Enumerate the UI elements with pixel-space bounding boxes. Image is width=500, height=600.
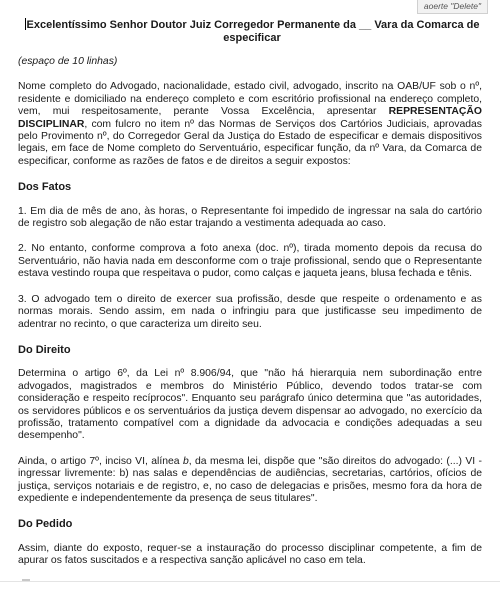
intro-text-c: , com fulcro no item nº das Normas de Serviços dos Cartórios Judiciais, aprovadas pelo Provimento nº, do Corregedor Geral da Justiça do Estado de especificar e demais dispositivos legais, em face de Nome completo do Serventuário, especificar função, da nº Vara, da Comarca de especificar, conforme as razões de fatos e de direitos a seguir expostos: [18, 118, 482, 167]
intro-paragraph [18, 81, 482, 168]
direito-paragraph-1: Determina o artigo 6º, da Lei nº 8.906/94, que "não há hierarquia nem subordinação entre advogados, magistrados e membros do Ministério Público, devendo todos tratar-se com consideração e respeito recíprocos". Enquanto seu parágrafo único determina que "as autoridades, os servidores públicos e os serventuários da justiça devem dispensar ao advogado, no exercício da profissão, tratamento compatível com a dignidade da advocacia e condições adequadas a seu desempenho". [18, 368, 482, 442]
text-cursor [25, 18, 26, 30]
fatos-paragraph-3: 3. O advogado tem o direito de exercer sua profissão, desde que respeite o ordenamento e as normas morais. Sendo assim, em nada o infringiu para que justificasse seu impedimento de adentrar no recinto, o que caracteriza um direito seu. [18, 293, 482, 330]
space-note: (espaço de 10 linhas) [18, 56, 118, 67]
document-body[interactable] [18, 18, 482, 581]
page-bottom-mark [22, 579, 30, 581]
fatos-paragraph-2: 2. No entanto, conforme comprova a foto anexa (doc. nº), tirada momento depois da recusa do Serventuário, não havia nada em desconforme com o traje profissional, sendo que o Representante estava vestindo roupa que respeitava o pudor, como calças e jaqueta jeans, blusa fechada e tênis. [18, 243, 482, 280]
pedido-paragraph-1: Assim, diante do exposto, requer-se a instauração do processo disciplinar competente, a fim de apurar os fatos suscitados e a respectiva sanção aplicável no caso em tela. [18, 542, 482, 567]
direito-text-b: b [182, 455, 189, 467]
direito-paragraph-2 [18, 456, 482, 506]
document-title [18, 18, 482, 45]
fatos-paragraph-1: 1. Em dia de mês de ano, às horas, o Representante foi impedido de ingressar na sala do cartório de registro sob alegação de não estar trajando a vestimenta adequada ao caso. [18, 205, 482, 230]
intro-text-a: Nome completo do Advogado, nacionalidade, estado civil, advogado, inscrito na OAB/UF sob o nº, residente e domiciliado na endereço completo e com escritório profissional na endereço completo, vem, mui respeitosamente, perante Vossa Excelência, apresentar [18, 81, 482, 118]
document-title-text: Excelentíssimo Senhor Doutor Juiz Corregedor Permanente da __ Vara da Comarca de especificar [26, 19, 480, 44]
section-heading-fatos: Dos Fatos [18, 181, 72, 194]
direito-text-a: Ainda, o artigo 7º, inciso VI, alínea [18, 455, 183, 467]
section-heading-direito: Do Direito [18, 343, 71, 356]
direito-text-c: , da mesma lei, dispõe que "são direitos do advogado: (...) VI - ingressar livremente: b) nas salas e dependências de audiências, secretarias, cartórios, ofícios de justiça, serviços notariais e de registro, e, no caso de delegacias e prisões, mesmo fora da hora de expediente e independentemente da presença de seus titulares". [18, 455, 482, 504]
page-bottom-divider [0, 581, 500, 582]
section-heading-pedido: Do Pedido [18, 518, 73, 531]
intro-text-b: REPRESENTAÇÃO DISCIPLINAR [18, 106, 482, 130]
delete-tooltip: aoerte "Delete" [417, 0, 488, 14]
